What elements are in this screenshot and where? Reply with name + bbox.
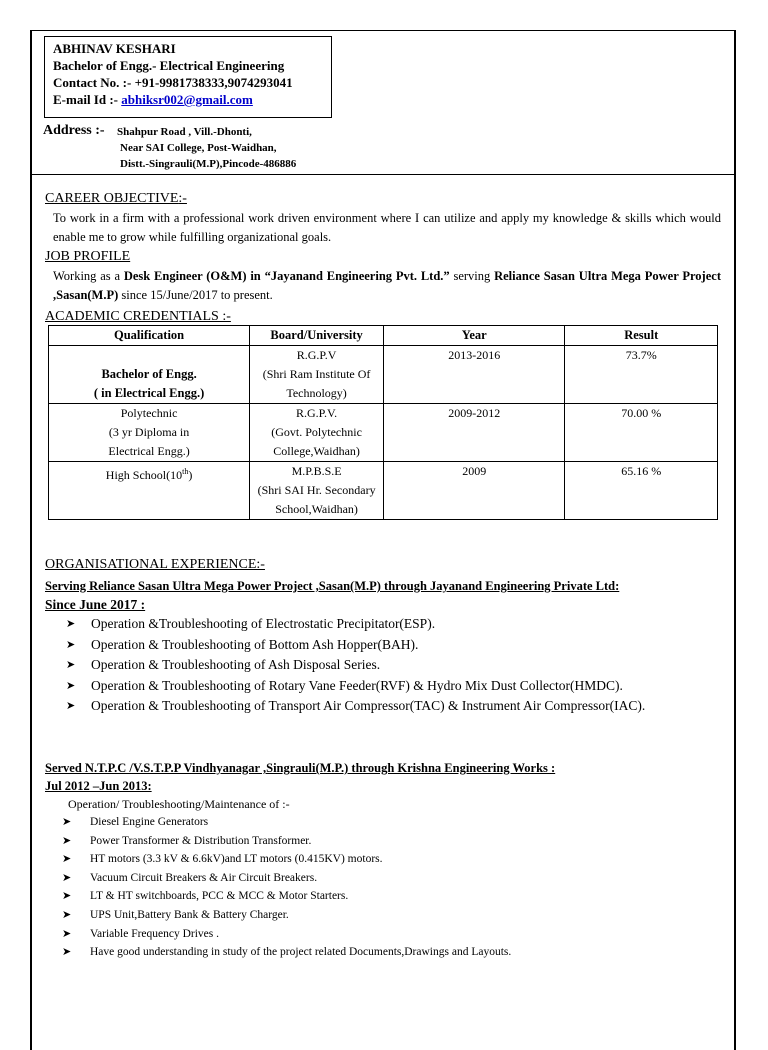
list-item: ➤ UPS Unit,Battery Bank & Battery Charger. [62, 906, 712, 925]
academic-heading: ACADEMIC CREDENTIALS :- [45, 309, 231, 324]
arrow-bullet-icon: ➤ [62, 834, 72, 847]
email-link[interactable]: abhiksr002@gmail.com [121, 92, 253, 107]
arrow-bullet-icon: ➤ [66, 638, 76, 651]
table-header-row [49, 326, 718, 346]
table-row [49, 346, 718, 404]
arrow-bullet-icon: ➤ [62, 890, 72, 903]
address-block [43, 123, 296, 172]
arrow-bullet-icon: ➤ [62, 871, 72, 884]
table-row [49, 462, 718, 520]
career-heading: CAREER OBJECTIVE:- [45, 191, 187, 206]
list-item: ➤ Operation & Troubleshooting of Bottom Ash Hopper(BAH). [66, 635, 716, 656]
list-item: ➤ Operation & Troubleshooting of Ash Disposal Series. [66, 655, 716, 676]
career-heading-suffix: :- [178, 191, 187, 206]
qualification-cell: Polytechnic (3 yr Diploma in Electrical Engg.) [49, 404, 250, 462]
table-row [49, 404, 718, 462]
year-cell: 2013-2016 [384, 346, 565, 404]
address-line-2: Near SAI College, Post-Waidhan, [120, 142, 277, 154]
list-item: ➤ Diesel Engine Generators [62, 813, 712, 832]
job-project: Reliance Sasan Ultra Mega Power Project ,Sasan(M.P) [53, 269, 721, 302]
qualification-cell: Bachelor of Engg. ( in Electrical Engg.) [49, 346, 250, 404]
list-item: ➤ Power Transformer & Distribution Transformer. [62, 832, 712, 851]
job-heading: JOB PROFILE [45, 249, 131, 264]
arrow-bullet-icon: ➤ [66, 618, 76, 630]
candidate-name: ABHINAV KESHARI [53, 41, 176, 56]
degree: Bachelor of Engg.- Electrical Engineering [53, 58, 285, 73]
contact-box [44, 36, 332, 118]
result-cell: 73.7% [565, 346, 718, 404]
result-cell: 65.16 % [565, 462, 718, 520]
arrow-bullet-icon: ➤ [66, 659, 76, 671]
col-board: Board/University [250, 326, 384, 346]
board-cell: M.P.B.S.E (Shri SAI Hr. Secondary School,Waidhan) [250, 462, 384, 520]
year-cell: 2009 [384, 462, 565, 520]
email-line [53, 91, 331, 108]
header-divider [30, 174, 736, 175]
col-result: Result [565, 326, 718, 346]
exp1-list [66, 614, 716, 717]
exp2-period: Jul 2012 –Jun 2013: [45, 779, 152, 793]
qualification-cell: High School(10th) [49, 462, 250, 520]
arrow-bullet-icon: ➤ [62, 816, 72, 828]
exp1-title: Serving Reliance Sasan Ultra Mega Power Project ,Sasan(M.P) through Jayanand Engineering Private Ltd: [45, 579, 620, 593]
list-item: ➤ HT motors (3.3 kV & 6.6kV)and LT motors (0.415KV) motors. [62, 850, 712, 869]
address-line-3: Distt.-Singrauli(M.P),Pincode-486886 [120, 158, 297, 170]
list-item: ➤ Have good understanding in study of the project related Documents,Drawings and Layouts. [62, 943, 712, 962]
board-cell: R.G.P.V (Shri Ram Institute Of Technology) [250, 346, 384, 404]
list-item: ➤ Operation & Troubleshooting of Rotary Vane Feeder(RVF) & Hydro Mix Dust Collector(HMDC). [66, 676, 716, 697]
year-cell: 2009-2012 [384, 404, 565, 462]
arrow-bullet-icon: ➤ [66, 679, 76, 692]
exp2-list [62, 813, 712, 962]
list-item: ➤ Operation & Troubleshooting of Transport Air Compressor(TAC) & Instrument Air Compressor(IAC). [66, 696, 716, 717]
list-item: ➤ Vacuum Circuit Breakers & Air Circuit Breakers. [62, 869, 712, 888]
job-company: “Jayanand Engineering Pvt. Ltd.” [264, 269, 450, 283]
arrow-bullet-icon: ➤ [62, 908, 72, 921]
email-label: E-mail Id :- [53, 92, 122, 107]
arrow-bullet-icon: ➤ [66, 700, 76, 712]
list-item: ➤ Variable Frequency Drives . [62, 925, 712, 944]
exp1-since: Since June 2017 : [45, 597, 146, 612]
col-year: Year [384, 326, 565, 346]
arrow-bullet-icon: ➤ [62, 927, 72, 940]
org-heading: ORGANISATIONAL EXPERIENCE:- [45, 557, 265, 572]
arrow-bullet-icon: ➤ [62, 946, 72, 959]
career-text: To work in a firm with a professional work driven environment where I can utilize and apply my knowledge & skills which would enable me to grow while fulfilling organizational goals. [53, 211, 721, 244]
phone: Contact No. :- +91-9981738333,9074293041 [53, 75, 293, 90]
academic-table [48, 325, 718, 520]
address-line-1: Shahpur Road , Vill.-Dhonti, [117, 126, 252, 138]
job-role: Desk Engineer (O&M) in [123, 269, 265, 283]
arrow-bullet-icon: ➤ [62, 853, 72, 866]
board-cell: R.G.P.V. (Govt. Polytechnic College,Waidhan) [250, 404, 384, 462]
exp2-intro: Operation/ Troubleshooting/Maintenance of :- [68, 797, 290, 811]
col-qualification: Qualification [49, 326, 250, 346]
exp2-title: Served N.T.P.C /V.S.T.P.P Vindhyanagar ,Singrauli(M.P.) through Krishna Engineering Works : [45, 761, 556, 775]
list-item: ➤ LT & HT switchboards, PCC & MCC & Motor Starters. [62, 887, 712, 906]
address-label: Address :- [43, 123, 105, 138]
list-item: ➤ Operation &Troubleshooting of Electrostatic Precipitator(ESP). [66, 614, 716, 635]
result-cell: 70.00 % [565, 404, 718, 462]
job-text: Working as a Desk Engineer (O&M) in “Jayanand Engineering Pvt. Ltd.” serving Reliance Sasan Ultra Mega Power Project ,Sasan(M.P) since 15/June/2017 to present. [53, 269, 721, 302]
